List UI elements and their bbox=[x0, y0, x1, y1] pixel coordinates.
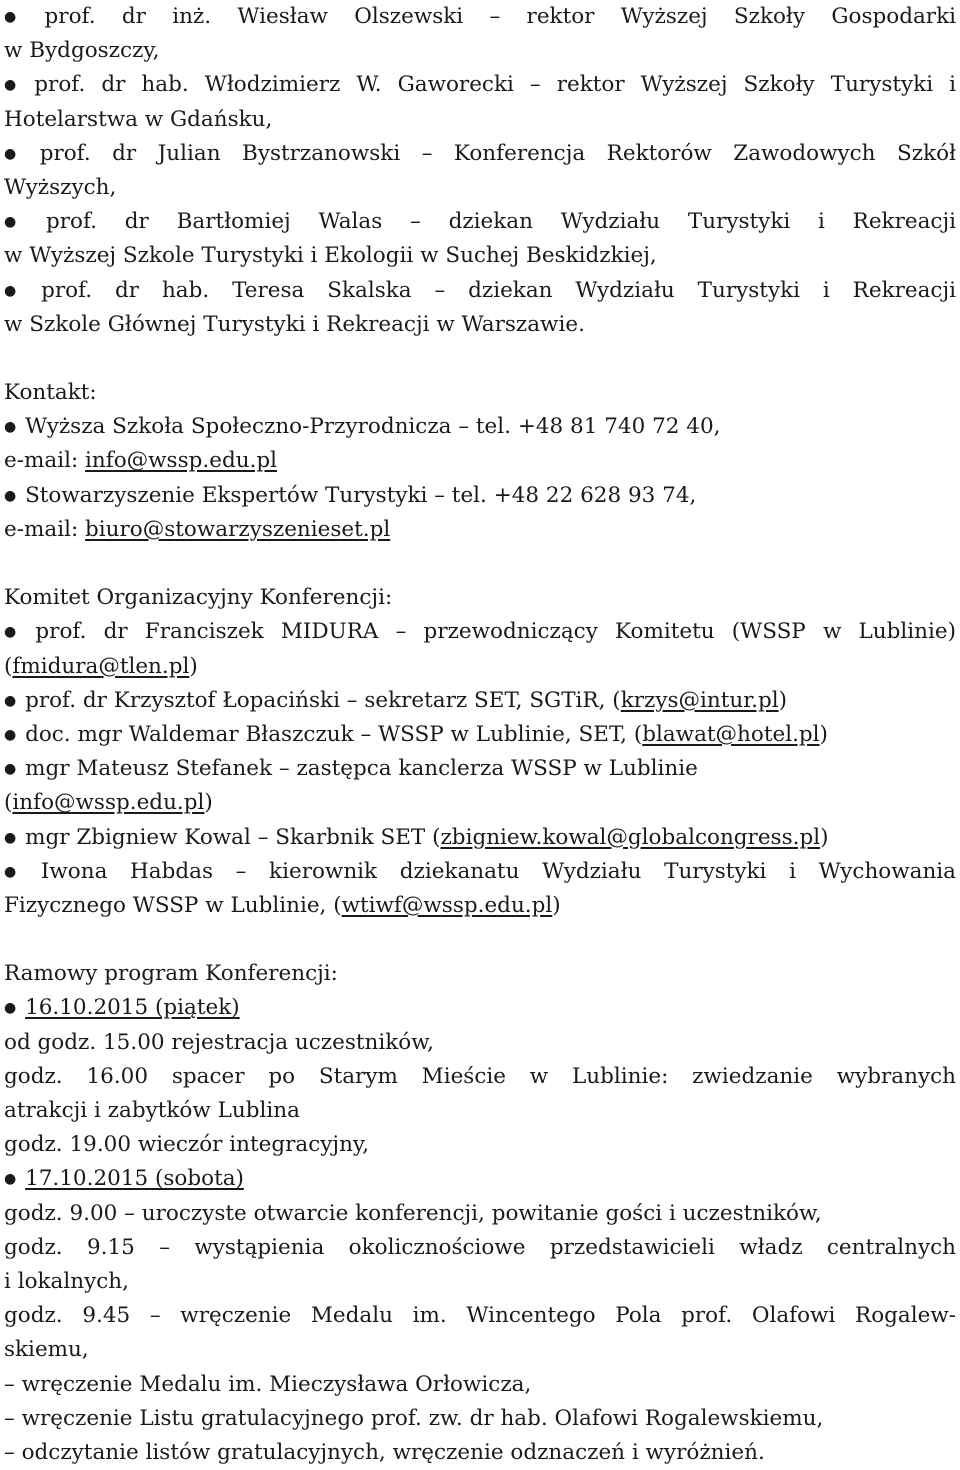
email-link-kowal[interactable]: zbigniew.kowal@globalcongress.pl bbox=[440, 824, 821, 850]
guests-list: ● prof. dr inż. Wiesław Olszewski – rektor Wyższej Szkoły Gospodarki w Bydgoszczy, ● prof. dr hab. Włodzimierz W. Gaworecki – rektor Wyższej Szkoły Turystyki i Hotelarstwa w Gdańsku, ● prof. dr Julian Bystrzanowski – Konferencja Rektorów Zawodowych Szkół Wyższych, ● prof. dr Bartłomiej Walas – dziekan Wydziału Turystyki i Rekreacji w Wyższej Szkole Turystyki i Ekologii w Suchej Beskidzkiej, ● prof. dr hab. Teresa Skalska – dziekan Wydziału Turystyki i Rekreacji w Szkole Głównej Turystyki i Rekreacji w Warszawie. bbox=[4, 0, 956, 342]
program-day-2 bbox=[4, 1162, 956, 1196]
committee-member-2: ● prof. dr Krzysztof Łopaciński – sekretarz SET, SGTiR, (krzys@intur.pl) bbox=[4, 684, 956, 718]
guest-4: ● prof. dr Bartłomiej Walas – dziekan Wydziału Turystyki i Rekreacji bbox=[4, 205, 956, 239]
bullet-icon: ● bbox=[4, 692, 17, 709]
bullet-icon: ● bbox=[4, 624, 17, 641]
program-item: – wręczenie Listu gratulacyjnego prof. zw. dr hab. Olafowi Rogalewskiemu, bbox=[4, 1405, 824, 1431]
bullet-icon: ● bbox=[4, 214, 17, 231]
bullet-icon: ● bbox=[4, 1000, 17, 1017]
email-link-set[interactable]: biuro@stowarzyszenieset.pl bbox=[85, 516, 391, 542]
email-link-habdas[interactable]: wtiwf@wssp.edu.pl bbox=[341, 892, 553, 918]
email-link-stefanek[interactable]: info@wssp.edu.pl bbox=[12, 790, 205, 816]
guest-2: ● prof. dr hab. Włodzimierz W. Gaworecki – rektor Wyższej Szkoły Turystyki i bbox=[4, 68, 956, 102]
committee-heading: Komitet Organizacyjny Konferencji: bbox=[4, 585, 393, 611]
bullet-icon: ● bbox=[4, 761, 17, 778]
committee-member-3: ● doc. mgr Waldemar Błaszczuk – WSSP w Lublinie, SET, (blawat@hotel.pl) bbox=[4, 718, 956, 752]
bullet-icon: ● bbox=[4, 863, 17, 880]
bullet-icon: ● bbox=[4, 9, 17, 25]
bullet-icon: ● bbox=[4, 487, 17, 504]
program-item: – wręczenie Medalu im. Mieczysława Orłowicza, bbox=[4, 1371, 532, 1397]
day-1-date: 16.10.2015 (piątek) bbox=[25, 995, 240, 1021]
program-section bbox=[4, 957, 956, 1470]
document-page bbox=[4, 0, 956, 1470]
guest-5: ● prof. dr hab. Teresa Skalska – dziekan Wydziału Turystyki i Rekreacji bbox=[4, 274, 956, 308]
program-item: skiemu, bbox=[4, 1337, 89, 1363]
contact-section: Kontakt: ● Wyższa Szkoła Społeczno-Przyrodnicza – tel. +48 81 740 72 40, e-mail: info@wssp.edu.pl ● Stowarzyszenie Ekspertów Turystyki – tel. +48 22 628 93 74, e-mail: biuro@stowarzyszenieset.pl bbox=[4, 376, 956, 547]
guest-1: ● prof. dr inż. Wiesław Olszewski – rektor Wyższej Szkoły Gospodarki bbox=[4, 0, 956, 34]
email-link-midura[interactable]: fmidura@tlen.pl bbox=[12, 653, 190, 679]
program-item: godz. 9.00 – uroczyste otwarcie konferencji, powitanie gości i uczestników, bbox=[4, 1200, 822, 1226]
bullet-icon: ● bbox=[4, 1171, 17, 1188]
bullet-icon: ● bbox=[4, 829, 17, 846]
contact-wssp: ● Wyższa Szkoła Społeczno-Przyrodnicza – tel. +48 81 740 72 40, bbox=[4, 410, 956, 444]
program-item: godz. 9.15 – wystąpienia okolicznościowe przedstawicieli władz centralnych bbox=[4, 1234, 956, 1260]
email-link-blaszczuk[interactable]: blawat@hotel.pl bbox=[642, 721, 820, 747]
committee-section: Komitet Organizacyjny Konferencji: ● prof. dr Franciszek MIDURA – przewodniczący Komitetu (WSSP w Lublinie) (fmidura@tlen.pl) ● prof. dr Krzysztof Łopaciński – sekretarz SET, SGTiR, (krzys@intur.pl) ● doc. mgr Waldemar Błaszczuk – WSSP w Lublinie, SET, (blawat@hotel.pl) ● mgr Mateusz Stefanek – zastępca kanclerza WSSP w Lublinie (info@wssp.edu.pl) ● mgr Zbigniew Kowal – Skarbnik SET (zbigniew.kowal@globalcongress.pl) ● Iwona Habdas – kierownik dziekanatu Wydziału Turystyki i Wychowania Fizycznego WSSP w Lublinie, (wtiwf@wssp.edu.pl) bbox=[4, 581, 956, 923]
bullet-icon: ● bbox=[4, 77, 17, 94]
contact-set: ● Stowarzyszenie Ekspertów Turystyki – tel. +48 22 628 93 74, bbox=[4, 479, 956, 513]
program-item: atrakcji i zabytków Lublina bbox=[4, 1098, 300, 1123]
day-2-date: 17.10.2015 (sobota) bbox=[25, 1166, 244, 1192]
program-item: i lokalnych, bbox=[4, 1268, 129, 1294]
contact-heading: Kontakt: bbox=[4, 380, 97, 406]
bullet-icon: ● bbox=[4, 282, 17, 299]
program-item: godz. 16.00 spacer po Starym Mieście w Lublinie: zwiedzanie wybranych bbox=[4, 1063, 956, 1089]
committee-member-6: ● Iwona Habdas – kierownik dziekanatu Wydziału Turystyki i Wychowania bbox=[4, 855, 956, 889]
program-item: od godz. 15.00 rejestracja uczestników, bbox=[4, 1029, 434, 1055]
committee-member-5: ● mgr Zbigniew Kowal – Skarbnik SET (zbigniew.kowal@globalcongress.pl) bbox=[4, 821, 956, 855]
committee-member-1: ● prof. dr Franciszek MIDURA – przewodniczący Komitetu (WSSP w Lublinie) bbox=[4, 615, 956, 649]
program-item: godz. 19.00 wieczór integracyjny, bbox=[4, 1132, 370, 1158]
program-heading: Ramowy program Konferencji: bbox=[4, 961, 338, 987]
bullet-icon: ● bbox=[4, 145, 17, 162]
bullet-icon: ● bbox=[4, 419, 17, 436]
email-link-wssp[interactable]: info@wssp.edu.pl bbox=[85, 448, 278, 474]
committee-member-4: ● mgr Mateusz Stefanek – zastępca kanclerza WSSP w Lublinie bbox=[4, 752, 956, 786]
program-day-1 bbox=[4, 991, 956, 1025]
program-item: godz. 9.45 – wręczenie Medalu im. Wincentego Pola prof. Olafowi Rogalew- bbox=[4, 1303, 956, 1329]
guest-3: ● prof. dr Julian Bystrzanowski – Konferencja Rektorów Zawodowych Szkół bbox=[4, 137, 956, 171]
bullet-icon: ● bbox=[4, 726, 17, 743]
program-item: – odczytanie listów gratulacyjnych, wręczenie odznaczeń i wyróżnień. bbox=[4, 1439, 765, 1465]
email-link-lopacinski[interactable]: krzys@intur.pl bbox=[620, 687, 779, 713]
